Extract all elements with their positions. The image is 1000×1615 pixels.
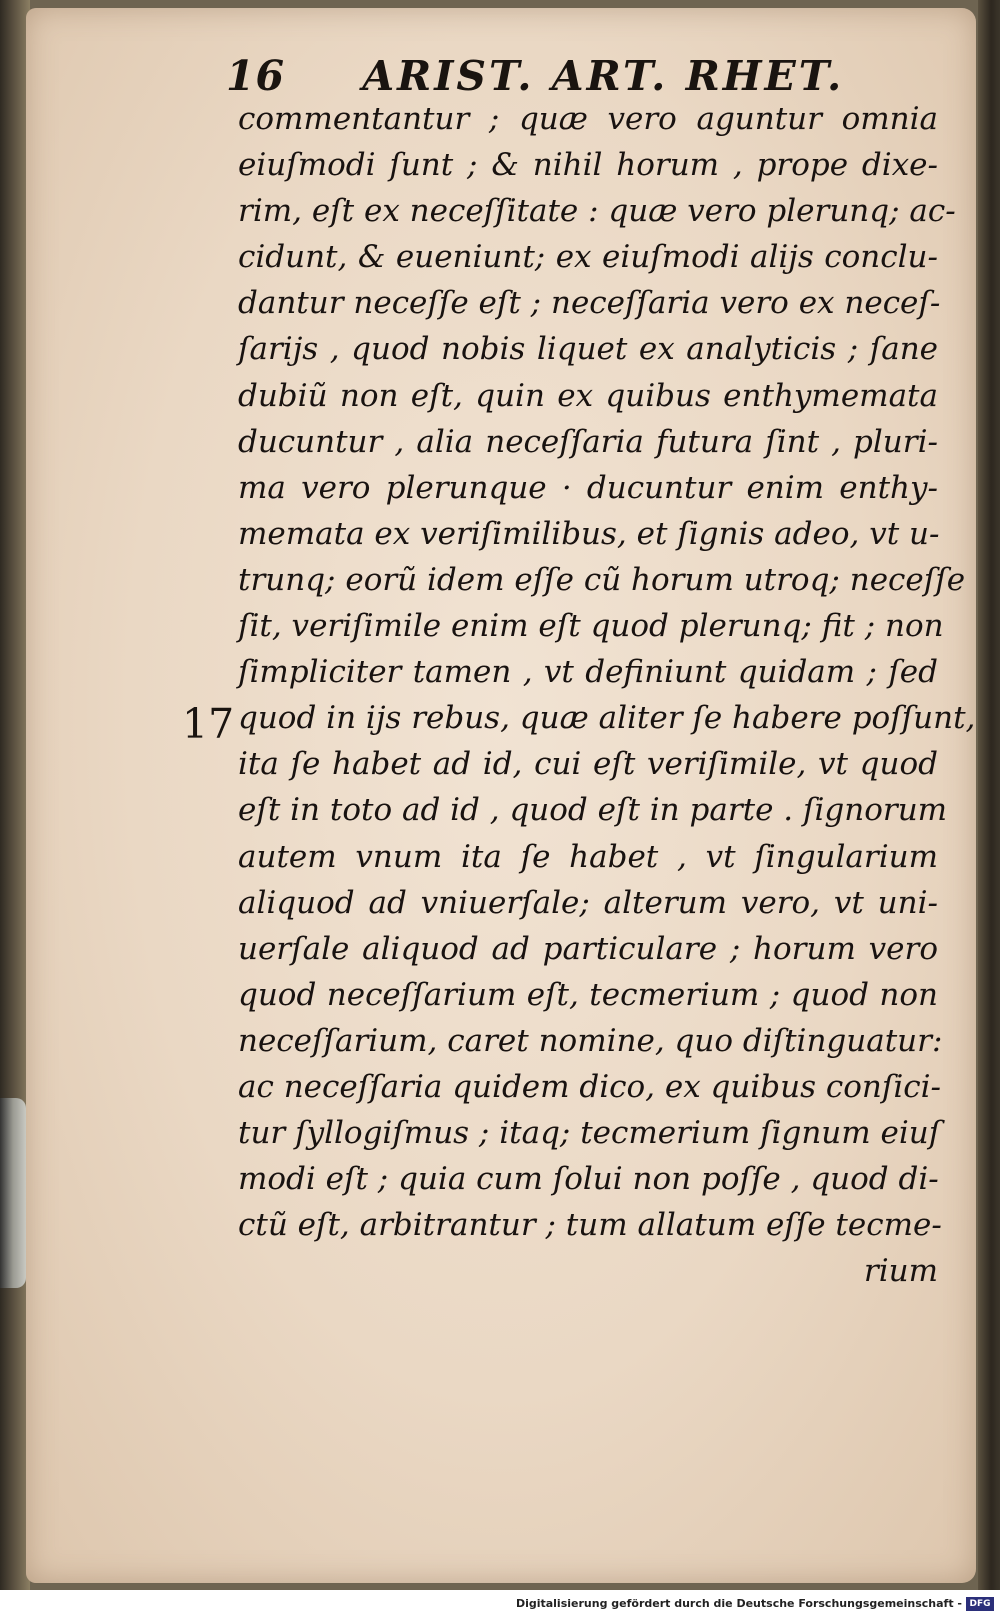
book-cover-right <box>978 0 1000 1590</box>
text-line: modi eſt ; quia cum ſolui non poſſe , quod di- <box>238 1161 939 1198</box>
funding-credit: Digitalisierung gefördert durch die Deutsche Forschungsgemeinschaft - <box>515 1597 962 1610</box>
text-line: autem vnum ita ſe habet , vt ſingularium <box>238 838 938 875</box>
text-line: quod neceſſarium eſt, tecmerium ; quod non <box>238 976 938 1013</box>
catchword: rium <box>863 1253 938 1290</box>
marginal-number: 17 <box>182 700 235 748</box>
dfg-logo: DFG <box>966 1597 994 1611</box>
footer-bar <box>0 1590 1000 1615</box>
running-title: ARIST. ART. RHET. <box>362 52 845 100</box>
text-line: ducuntur , alia neceſſaria futura ſint , pluri- <box>238 423 938 460</box>
page-number: 16 <box>226 52 286 100</box>
text-line: cidunt, & eueniunt; ex eiuſmodi alijs conclu- <box>238 239 938 276</box>
text-line: ita ſe habet ad id, cui eſt veriſimile, vt quod <box>238 746 938 783</box>
text-line: ſarijs , quod nobis liquet ex analyticis ; ſane <box>238 331 938 368</box>
text-line: trunq; eorũ idem eſſe cũ horum utroq; neceſſe <box>238 561 966 598</box>
text-line: ctũ eſt, arbitrantur ; tum allatum eſſe tecme- <box>238 1207 942 1244</box>
text-line: eiuſmodi ſunt ; & nihil horum , prope dixe- <box>238 147 938 184</box>
text-line: ſimpliciter tamen , vt definiunt quidam ; ſed <box>238 654 938 691</box>
text-line: rim, eſt ex neceſſitate : quæ vero plerunq; ac- <box>238 193 956 230</box>
page-header <box>226 52 844 100</box>
text-line: neceſſarium, caret nomine, quo diſtinguatur: <box>238 1022 943 1059</box>
text-line: dantur neceſſe eſt ; neceſſaria vero ex neceſ- <box>238 285 941 322</box>
text-line: ſit, veriſimile enim eſt quod plerunq; fit ; non <box>238 608 944 645</box>
text-line: ma vero plerunque · ducuntur enim enthy- <box>238 469 938 506</box>
text-line: eſt in toto ad id , quod eſt in parte . ſignorum <box>238 792 948 829</box>
text-line: dubiũ non eſt, quin ex quibus enthymemata <box>238 377 938 414</box>
text-line: tur ſyllogiſmus ; itaq; tecmerium ſignum eiuſ <box>238 1115 941 1152</box>
text-line: memata ex veriſimilibus, et ſignis adeo, vt u- <box>238 515 940 552</box>
text-line: ac neceſſaria quidem dico, ex quibus conſici- <box>238 1068 941 1105</box>
text-line: quod in ijs rebus, quæ aliter ſe habere poſſunt, <box>238 700 976 737</box>
text-line: uerſale aliquod ad particulare ; horum vero <box>238 930 938 967</box>
text-line: commentantur ; quæ vero aguntur omnia <box>238 101 938 137</box>
body-text <box>238 96 976 1294</box>
text-line: aliquod ad vniuerſale; alterum vero, vt uni- <box>238 884 938 921</box>
book-clasp <box>0 1098 26 1288</box>
